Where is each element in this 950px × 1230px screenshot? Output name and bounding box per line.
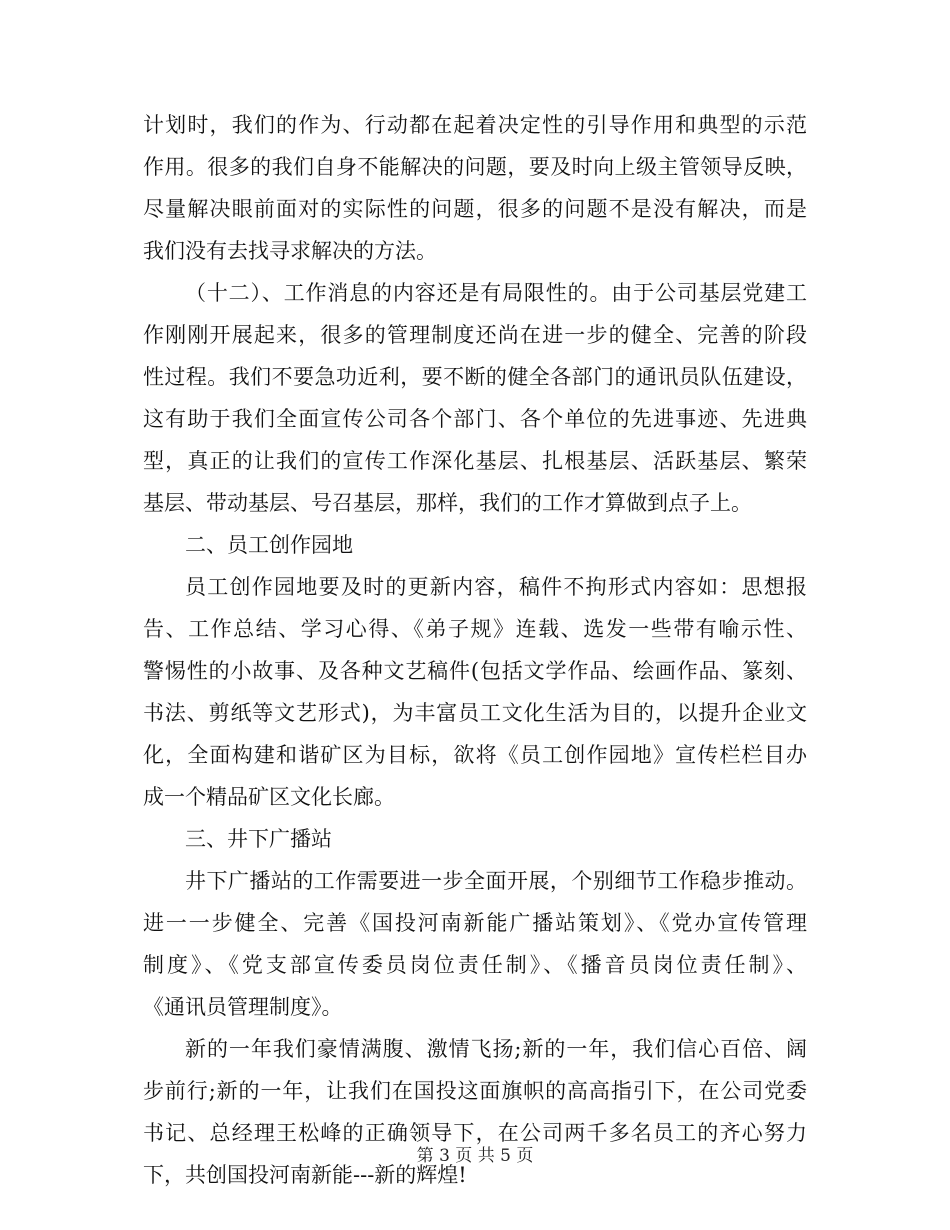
text-line: 进一一步健全、完善《国投河南新能广播站策划》、《党办宣传管理	[143, 911, 807, 935]
text-line: 二、员工创作园地	[185, 533, 353, 557]
text-line: 作用。很多的我们自身不能解决的问题，要及时向上级主管领导反映，	[143, 155, 807, 179]
text-line: （十二）、工作消息的内容还是有局限性的。由于公司基层党建工	[185, 281, 807, 305]
text-line: 性过程。我们不要急功近利，要不断的健全各部门的通讯员队伍建设，	[143, 365, 807, 389]
document-body	[143, 104, 807, 1196]
page-footer: 第 3 页 共 5 页	[416, 1146, 534, 1166]
text-line: 《通讯员管理制度》。	[143, 995, 343, 1019]
text-line: 化，全面构建和谐矿区为目标，欲将《员工创作园地》宣传栏栏目办	[143, 743, 807, 767]
text-line: 作刚刚开展起来，很多的管理制度还尚在进一步的健全、完善的阶段	[143, 323, 807, 347]
text-line: 成一个精品矿区文化长廊。	[143, 785, 395, 809]
text-line: 书法、剪纸等文艺形式)，为丰富员工文化生活为目的，以提升企业文	[143, 701, 807, 725]
text-line: 尽量解决眼前面对的实际性的问题，很多的问题不是没有解决，而是	[143, 197, 807, 221]
text-line: 告、工作总结、学习心得、《弟子规》连载、选发一些带有喻示性、	[143, 617, 807, 641]
text-line: 这有助于我们全面宣传公司各个部门、各个单位的先进事迹、先进典	[143, 407, 807, 431]
text-line: 书记、总经理王松峰的正确领导下，在公司两千多名员工的齐心努力	[143, 1121, 807, 1145]
text-line: 型，真正的让我们的宣传工作深化基层、扎根基层、活跃基层、繁荣	[143, 449, 807, 473]
text-line: 下，共创国投河南新能---新的辉煌!	[143, 1163, 467, 1187]
text-line: 基层、带动基层、号召基层，那样，我们的工作才算做到点子上。	[143, 491, 752, 515]
text-line: 员工创作园地要及时的更新内容，稿件不拘形式内容如：思想报	[185, 575, 807, 599]
text-line: 三、井下广播站	[185, 827, 332, 851]
text-line: 计划时，我们的作为、行动都在起着决定性的引导作用和典型的示范	[143, 113, 807, 137]
text-line: 我们没有去找寻求解决的方法。	[143, 239, 437, 263]
text-line: 步前行;新的一年，让我们在国投这面旗帜的高高指引下，在公司党委	[143, 1079, 807, 1103]
text-line: 新的一年我们豪情满腹、激情飞扬;新的一年，我们信心百倍、阔	[185, 1037, 807, 1061]
text-line: 制度》、《党支部宣传委员岗位责任制》、《播音员岗位责任制》、	[143, 953, 807, 977]
text-line: 警惕性的小故事、及各种文艺稿件(包括文学作品、绘画作品、篆刻、	[143, 659, 807, 683]
text-line: 井下广播站的工作需要进一步全面开展，个别细节工作稳步推动。	[185, 869, 807, 893]
